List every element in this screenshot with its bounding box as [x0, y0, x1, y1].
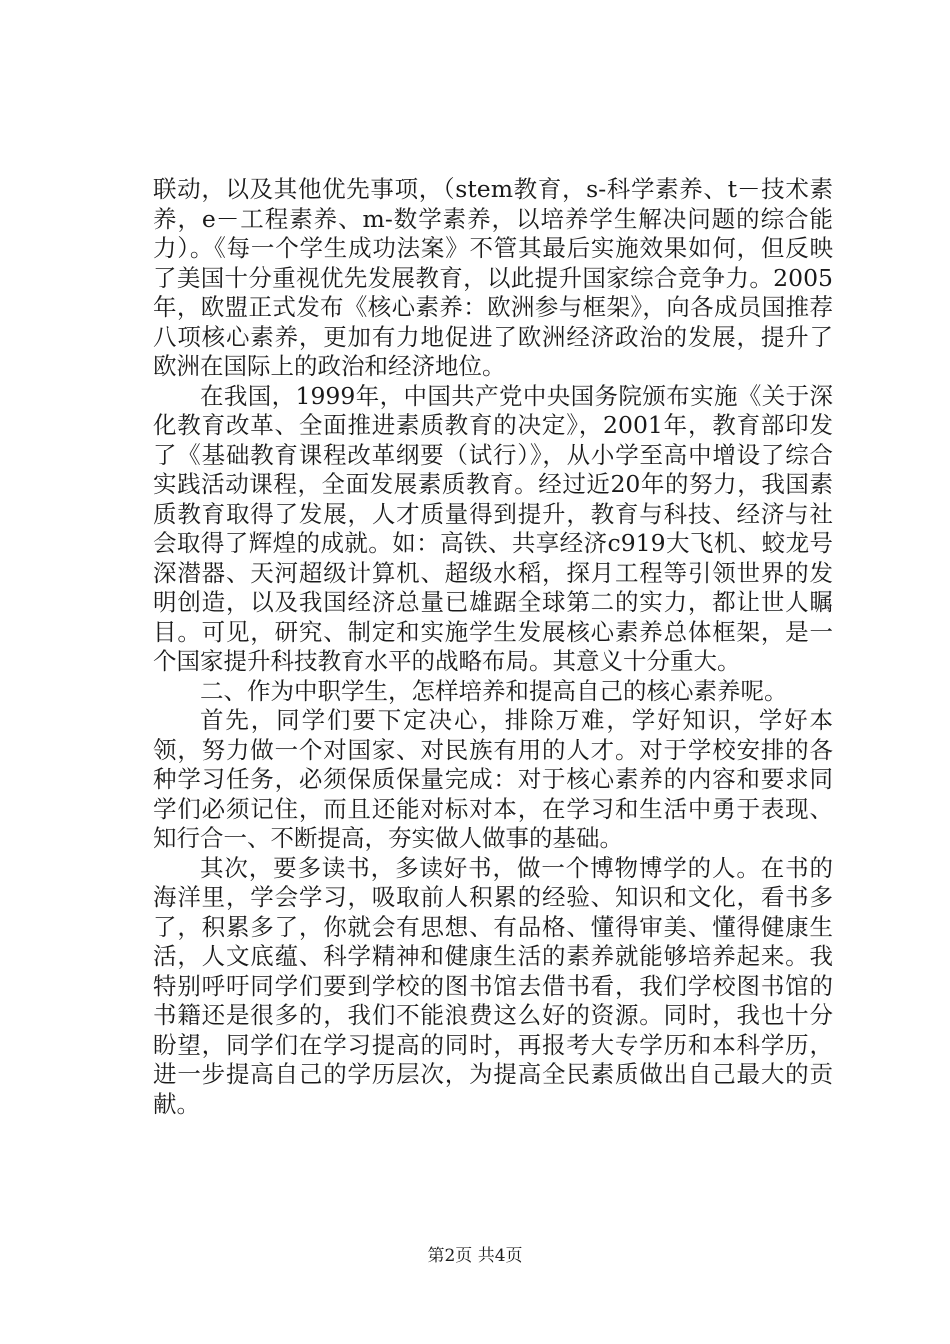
paragraph-3-heading: 二、作为中职学生，怎样培养和提高自己的核心素养呢。 — [200, 676, 788, 705]
paragraph-5: 其次，要多读书，多读好书，做一个博物博学的人。在书的海洋里，学会学习，吸取前人积累的经验、知识和文化，看书多了，积累多了，你就会有思想、有品格、懂得审美、懂得健康生活，人文底蕴、科学精神和健康生活的素养就能够培养起来。我特别呼吁同学们要到学校的图书馆去借书看，我们学校图书馆的书籍还是很多的，我们不能浪费这么好的资源。同时，我也十分盼望，同学们在学习提高的同时，再报考大专学历和本科学历，进一步提高自己的学历层次，为提高全民素质做出自己最大的贡献。 — [153, 853, 833, 1118]
document-body — [153, 175, 833, 1119]
paragraph-4: 首先，同学们要下定决心，排除万难，学好知识，学好本领，努力做一个对国家、对民族有用的人才。对于学校安排的各种学习任务，必须保质保量完成：对于核心素养的内容和要求同学们必须记住，而且还能对标对本，在学习和生活中勇于表现、知行合一、不断提高，夯实做人做事的基础。 — [153, 706, 833, 852]
paragraph-2: 在我国，1999年，中国共产党中央国务院颁布实施《关于深化教育改革、全面推进素质教育的决定》，2001年，教育部印发了《基础教育课程改革纲要（试行）》，从小学至高中增设了综合实践活动课程，全面发展素质教育。经过近20年的努力，我国素质教育取得了发展，人才质量得到提升，教育与科技、经济与社会取得了辉煌的成就。如：高铁、共享经济c919大飞机、蛟龙号深潜器、天河超级计算机、超级水稻，探月工程等引领世界的发明创造，以及我国经济总量已雄踞全球第二的实力，都让世人瞩目。可见，研究、制定和实施学生发展核心素养总体框架，是一个国家提升科技教育水平的战略布局。其意义十分重大。 — [153, 381, 833, 675]
page-number-footer: 第2页 共4页 — [427, 1246, 523, 1266]
paragraph-1: 联动，以及其他优先事项，（stem教育，s-科学素养、t－技术素养，e－工程素养、m-数学素养，以培养学生解决问题的综合能力）。《每一个学生成功法案》不管其最后实施效果如何，但反映了美国十分重视优先发展教育，以此提升国家综合竞争力。2005年，欧盟正式发布《核心素养：欧洲参与框架》，向各成员国推荐八项核心素养，更加有力地促进了欧洲经济政治的发展，提升了欧洲在国际上的政治和经济地位。 — [153, 175, 833, 380]
